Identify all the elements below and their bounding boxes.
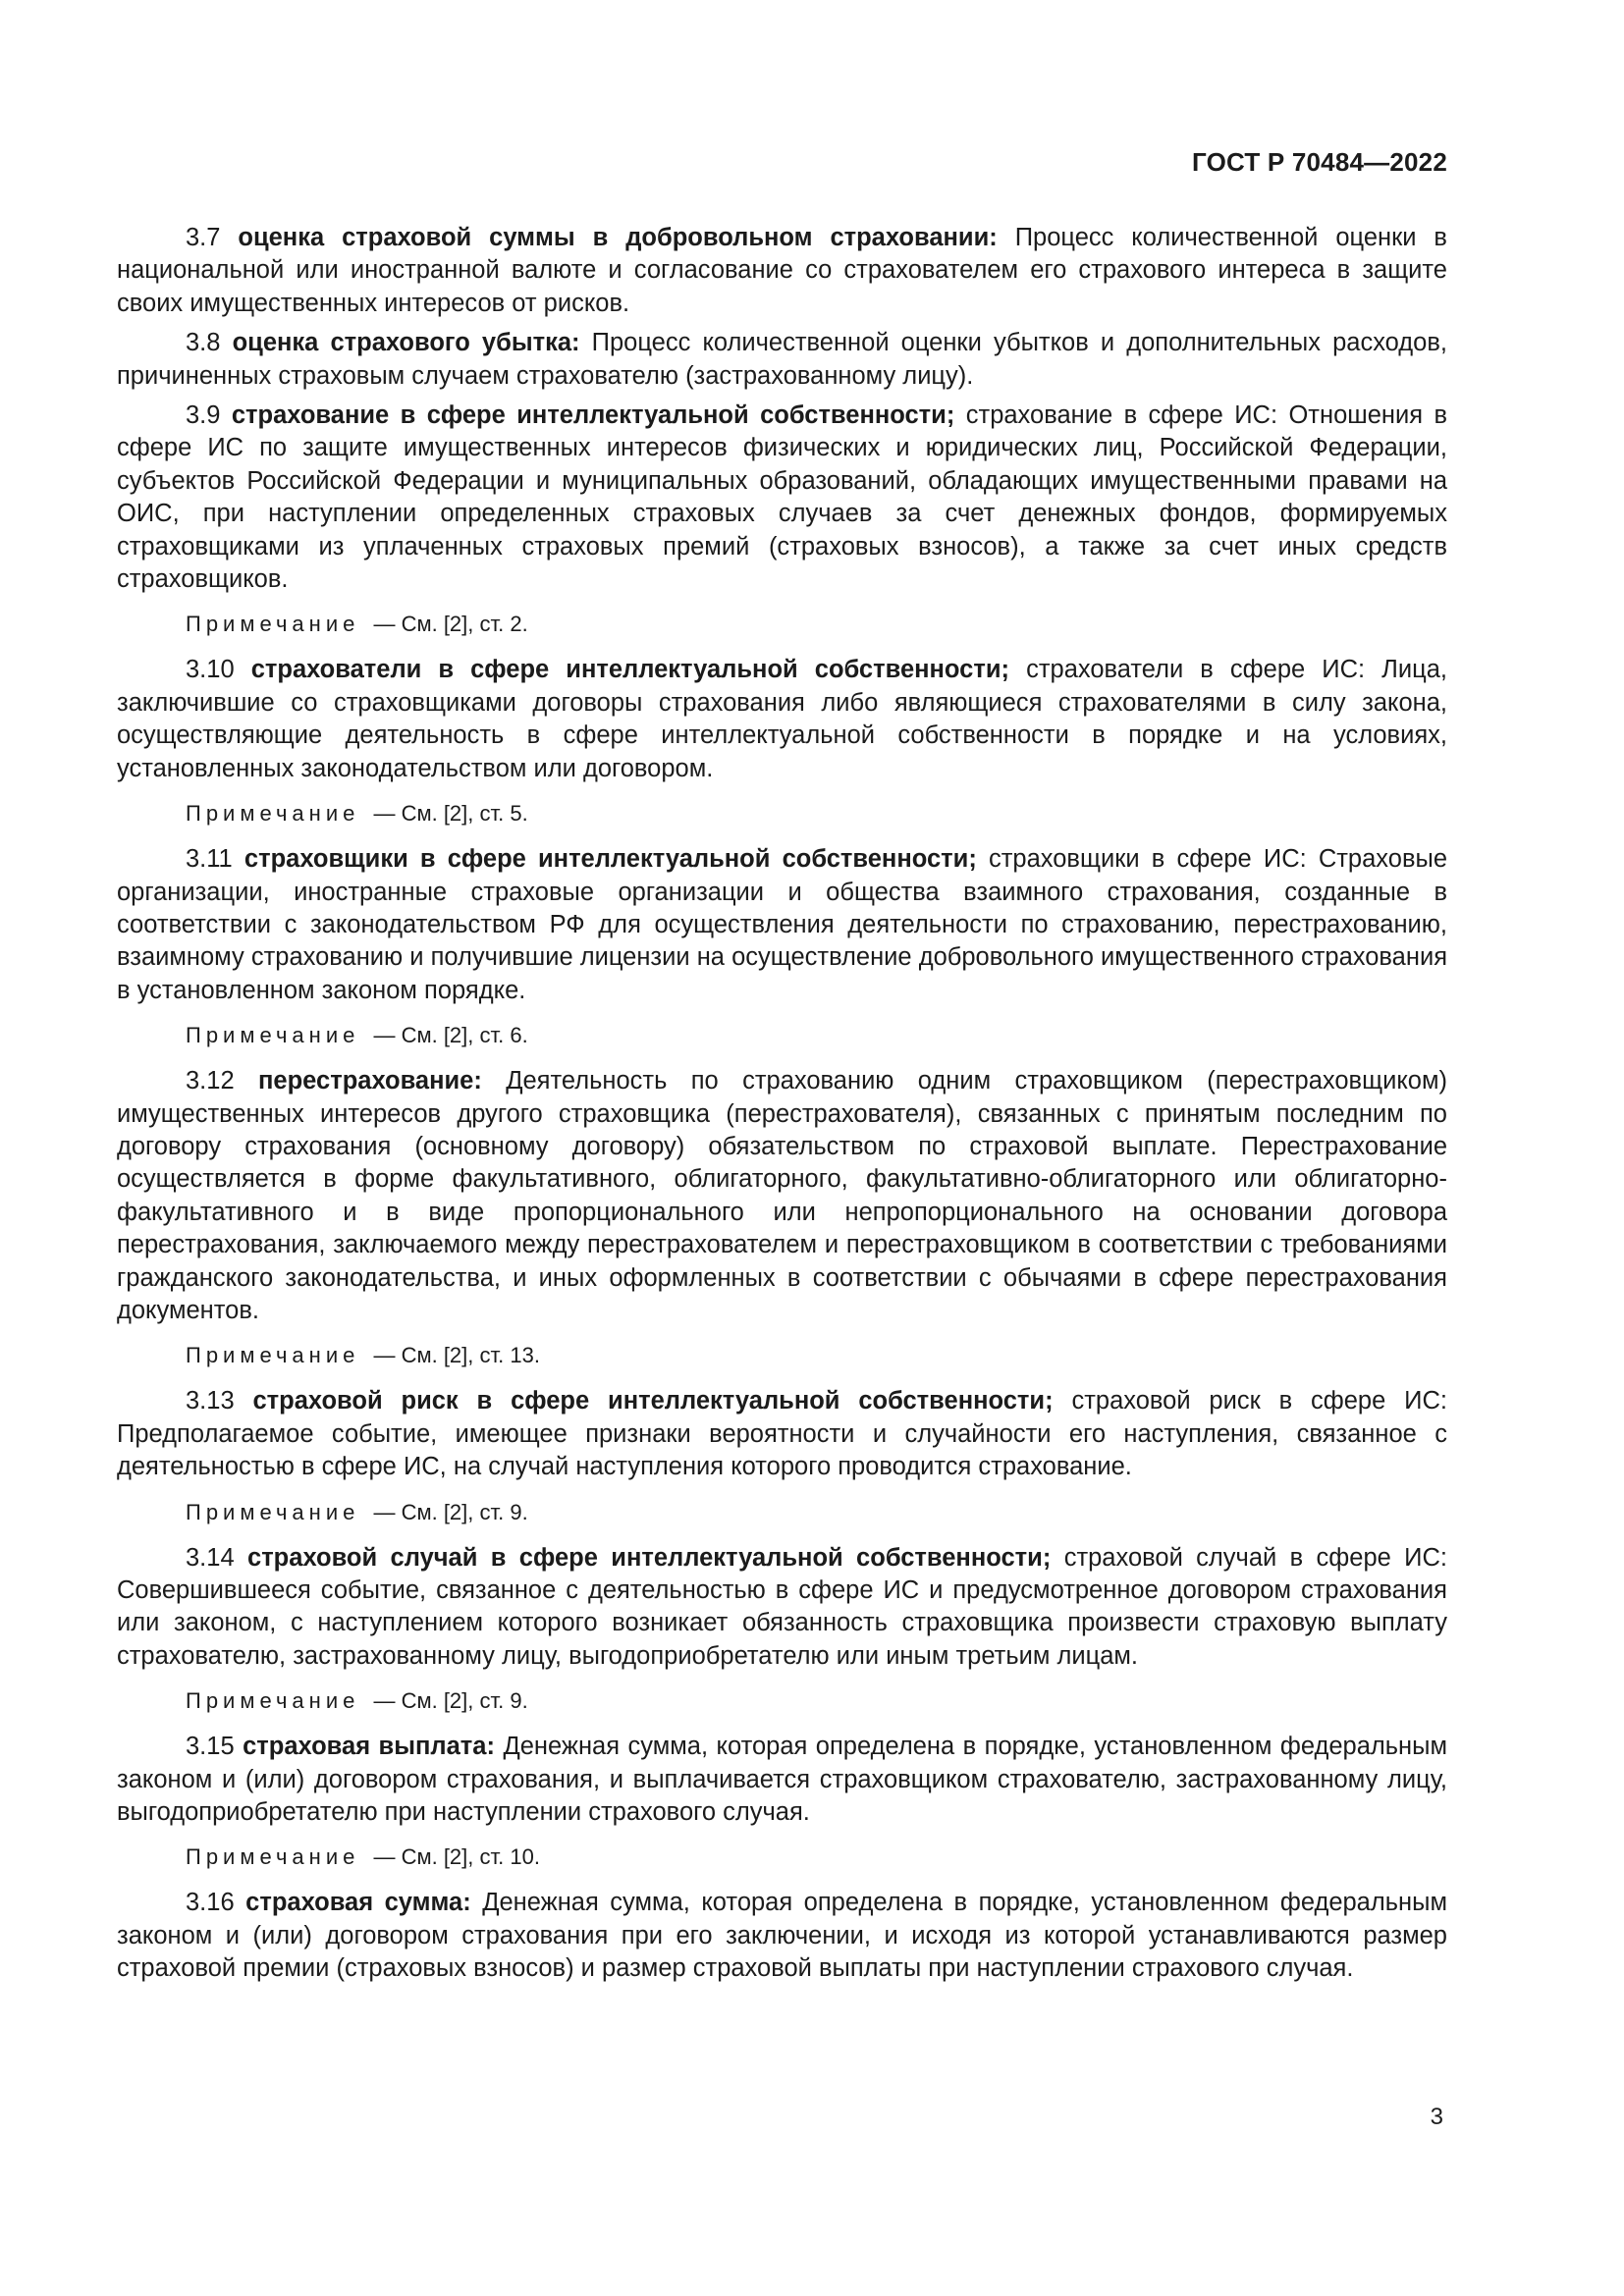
note-text: — См. [2], ст. 13. [373, 1343, 540, 1368]
note-text: — См. [2], ст. 10. [373, 1844, 540, 1870]
note-label: Примечание [186, 1844, 360, 1870]
page-number: 3 [1430, 2104, 1443, 2130]
term-definition: страховой случай в сфере ИС: Совершившееся событие, связанное с деятельностью в сфере ИС и предусмотренное договором страхования или законом, с наступлением которого возникает обязанность страховщика произвести страховую выплату страхователю, застрахованному лицу, выгодоприобретателю или иным третьим лицам. [117, 1543, 1447, 1670]
term-number: 3.14 [186, 1543, 235, 1572]
term-definition: страхователи в сфере ИС: Лица, заключившие со страховщиками договоры страхования либо являющиеся страхователями в силу закона, осуществляющие деятельность в сфере интеллектуальной собственности в порядке и на условиях, установленных законодательством или договором. [117, 656, 1447, 782]
term-name: перестрахование: [258, 1067, 482, 1095]
term-note [117, 1842, 1447, 1872]
term-definition: Денежная сумма, которая определена в порядке, установленном федеральным законом и (или) договором страхования при его заключении, и исходя из которой устанавливаются размер страховой премии (страховых взносов) и размер страховой выплаты при наступлении страхового случая. [117, 1889, 1447, 1983]
term-number: 3.16 [186, 1889, 235, 1917]
term-name: страховой риск в сфере интеллектуальной собственности; [252, 1387, 1054, 1415]
term-entry-3-11 [117, 843, 1447, 1007]
note-label: Примечание [186, 612, 360, 637]
term-definition: Процесс количественной оценки в национальной или иностранной валюте и согласование со страхователем его страхового интереса в защите своих имущественных интересов от рисков. [117, 224, 1447, 317]
term-number: 3.13 [186, 1387, 235, 1415]
document-code: ГОСТ Р 70484—2022 [1192, 147, 1447, 177]
term-note [117, 610, 1447, 639]
term-entry-3-13 [117, 1385, 1447, 1483]
term-entry-3-14 [117, 1542, 1447, 1674]
note-label: Примечание [186, 1688, 360, 1714]
note-label: Примечание [186, 1499, 360, 1524]
term-entry-3-9 [117, 400, 1447, 596]
term-entry-3-7 [117, 222, 1447, 320]
term-number: 3.11 [186, 845, 233, 874]
note-text: — См. [2], ст. 9. [373, 1499, 528, 1524]
note-label: Примечание [186, 801, 360, 827]
term-note [117, 1498, 1447, 1527]
term-name: страхование в сфере интеллектуальной собственности; [231, 401, 955, 430]
term-definition: Деятельность по страхованию одним страховщиком (перестраховщиком) имущественных интересов другого страховщика (перестрахователя), связанных с принятым последним по договору страхования (основному договору) обязательством по страховой выплате. Перестрахование осуществляется в форме факультативного, облигаторного, факультативно-облигаторного или облигаторно-факультативного и в виде пропорционального или непропорционального на основании договора перестрахования, заключаемого между перестрахователем и перестраховщиком в соответствии с требованиями гражданского законодательства, и иных оформленных в соответствии с обычаями в сфере перестрахования документов. [117, 1067, 1447, 1324]
term-entry-3-10 [117, 654, 1447, 785]
term-name: страховой случай в сфере интеллектуальной собственности; [247, 1543, 1052, 1572]
term-number: 3.10 [186, 656, 235, 684]
term-note [117, 1341, 1447, 1370]
term-number: 3.12 [186, 1067, 235, 1095]
term-entry-3-8 [117, 327, 1447, 393]
note-text: — См. [2], ст. 6. [373, 1023, 528, 1048]
term-name: страховая выплата: [243, 1733, 495, 1761]
note-text: — См. [2], ст. 2. [373, 612, 528, 637]
term-name: оценка страхового убытка: [232, 329, 580, 357]
term-number: 3.7 [186, 224, 221, 251]
term-number: 3.15 [186, 1733, 235, 1761]
terms-list [117, 222, 1447, 1993]
term-name: страховщики в сфере интеллектуальной собственности; [244, 845, 977, 874]
term-definition: Денежная сумма, которая определена в порядке, установленном федеральным законом и (или) договором страхования, и выплачивается страховщиком страхователю, застрахованному лицу, выгодоприобретателю при наступлении страхового случая. [117, 1733, 1447, 1827]
term-entry-3-12 [117, 1065, 1447, 1327]
term-definition: страхование в сфере ИС: Отношения в сфере ИС по защите имущественных интересов физических и юридических лиц, Российской Федерации, субъектов Российской Федерации и муниципальных образований, обладающих имущественными правами на ОИС, при наступлении определенных страховых случаев за счет денежных фондов, формируемых страховщиками из уплаченных страховых премий (страховых взносов), а также за счет иных средств страховщиков. [117, 401, 1447, 594]
term-note [117, 799, 1447, 828]
term-definition: страховой риск в сфере ИС: Предполагаемое событие, имеющее признаки вероятности и случайности его наступления, связанное с деятельностью в сфере ИС, на случай наступления которого проводится страхование. [117, 1387, 1447, 1481]
note-text: — См. [2], ст. 9. [373, 1688, 528, 1714]
term-name: страховая сумма: [245, 1889, 471, 1917]
term-number: 3.9 [186, 401, 221, 430]
term-definition: страховщики в сфере ИС: Страховые организации, иностранные страховые организации и общества взаимного страхования, созданные в соответствии с законодательством РФ для осуществления деятельности по страхованию, перестрахованию, взаимному страхованию и получившие лицензии на осуществление добровольного имущественного страхования в установленном законом порядке. [117, 845, 1448, 1004]
term-name: страхователи в сфере интеллектуальной собственности; [250, 656, 1010, 684]
term-entry-3-16 [117, 1887, 1447, 1985]
term-name: оценка страховой суммы в добровольном страховании: [238, 224, 998, 251]
note-label: Примечание [186, 1343, 360, 1368]
term-note [117, 1686, 1447, 1716]
term-definition: Процесс количественной оценки убытков и дополнительных расходов, причиненных страховым случаем страхователю (застрахованному лицу). [117, 329, 1447, 390]
note-text: — См. [2], ст. 5. [373, 801, 528, 827]
term-note [117, 1021, 1447, 1050]
term-number: 3.8 [186, 329, 221, 357]
term-entry-3-15 [117, 1731, 1447, 1829]
note-label: Примечание [186, 1023, 360, 1048]
